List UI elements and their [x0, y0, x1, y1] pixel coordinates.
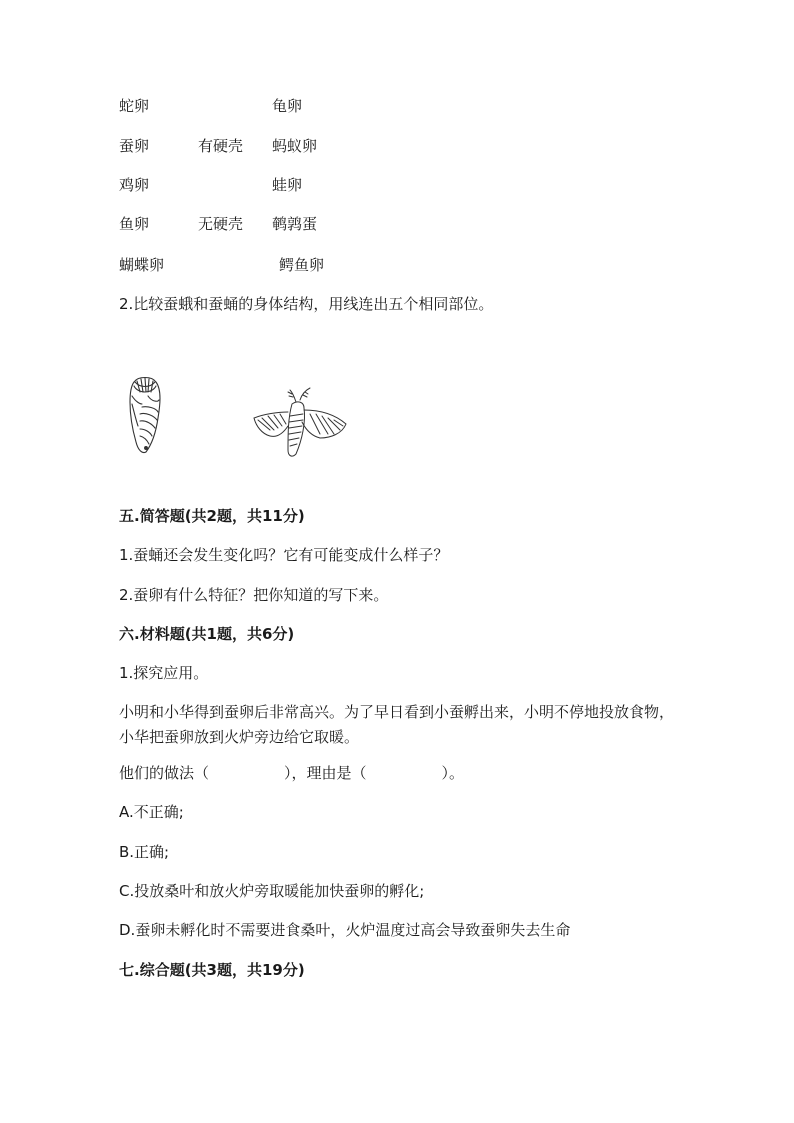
left-item-chicken-egg: 鸡卵 — [119, 176, 150, 194]
section-5-question-2: 2.蚕卵有什么特征？把你知道的写下来。 — [119, 586, 389, 604]
option-a: A.不正确; — [119, 803, 184, 821]
middle-item-no-shell: 无硬壳 — [198, 215, 244, 233]
right-item-frog-egg: 蛙卵 — [272, 176, 303, 194]
left-item-silkworm-egg: 蚕卵 — [119, 137, 150, 155]
question-2-compare: 2.比较蚕蛾和蚕蛹的身体结构，用线连出五个相同部位。 — [119, 295, 494, 313]
section-6-passage: 小明和小华得到蚕卵后非常高兴。为了早日看到小蚕孵出来，小明不停地投放食物，小华把蚕卵放到火炉旁边给它取暖。 — [119, 703, 675, 746]
silkworm-moth-icon — [250, 386, 350, 460]
section-6-question-1: 1.探究应用。 — [119, 664, 209, 682]
right-item-crocodile-egg: 鳄鱼卵 — [279, 256, 325, 274]
section-7-title: 七.综合题(共3题，共19分) — [119, 961, 305, 979]
right-item-quail-egg: 鹌鹑蛋 — [272, 215, 318, 233]
section-5-title: 五.简答题(共2题，共11分) — [119, 507, 305, 525]
left-item-fish-egg: 鱼卵 — [119, 215, 150, 233]
section-6-question: 他们的做法（ ），理由是（ ）。 — [119, 764, 465, 782]
left-item-butterfly-egg: 蝴蝶卵 — [119, 256, 165, 274]
right-item-turtle-egg: 龟卵 — [272, 97, 303, 115]
right-item-ant-egg: 蚂蚁卵 — [272, 137, 318, 155]
option-c: C.投放桑叶和放火炉旁取暖能加快蚕卵的孵化; — [119, 882, 425, 900]
option-d: D.蚕卵未孵化时不需要进食桑叶，火炉温度过高会导致蚕卵失去生命 — [119, 921, 571, 939]
middle-item-hard-shell: 有硬壳 — [198, 137, 244, 155]
left-item-snake-egg: 蛇卵 — [119, 97, 150, 115]
option-b: B.正确; — [119, 843, 170, 861]
section-5-question-1: 1.蚕蛹还会发生变化吗？它有可能变成什么样子？ — [119, 546, 449, 564]
section-6-title: 六.材料题(共1题，共6分) — [119, 625, 295, 643]
silkworm-pupa-icon — [120, 374, 170, 456]
